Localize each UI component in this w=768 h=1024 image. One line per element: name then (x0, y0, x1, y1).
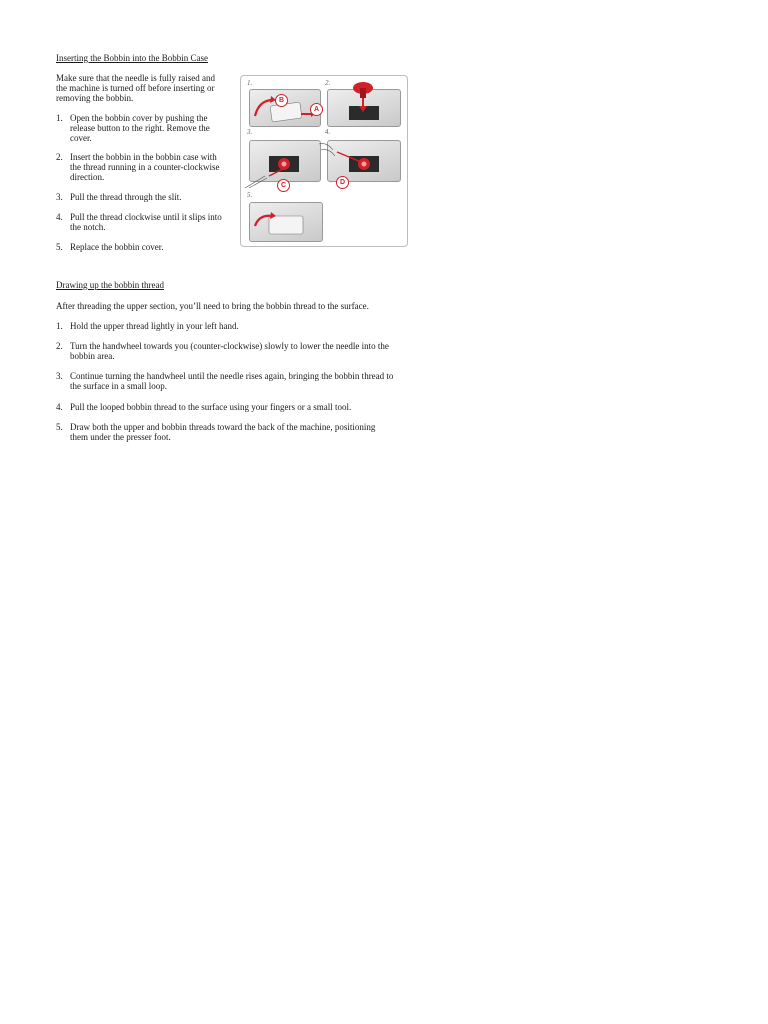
step-number: 5. (56, 422, 63, 432)
step-text (70, 212, 222, 232)
bobbin-insert-graphic (349, 82, 379, 120)
replace-cover-graphic (255, 212, 303, 234)
figure-step-label: 4. (325, 128, 331, 136)
step-line: Pull the thread clockwise until it slips into (70, 212, 222, 222)
bobbin-instruction-figure (240, 75, 408, 247)
step-line: Pull the looped bobbin thread to the surface using your fingers or a small tool. (70, 402, 352, 412)
step-number: 5. (56, 242, 63, 252)
step-line: bobbin area. (70, 351, 115, 361)
callout-d: D (336, 176, 349, 189)
callout-c: C (277, 179, 290, 192)
step-line: Open the bobbin cover by pushing the (70, 113, 208, 123)
step-line: the notch. (70, 222, 106, 232)
list-item (56, 402, 406, 412)
section-heading-inserting-bobbin: Inserting the Bobbin into the Bobbin Case (56, 53, 208, 63)
step-text (70, 152, 220, 182)
step-line: release button to the right. Remove the (70, 123, 210, 133)
intro-line: the machine is turned off before inserting or (56, 83, 215, 93)
intro-paragraph (56, 73, 236, 103)
step-line: direction. (70, 172, 105, 182)
list-item (56, 371, 406, 391)
step-number: 4. (56, 402, 63, 412)
list-item (56, 422, 406, 442)
step-number: 2. (56, 152, 63, 162)
step-number: 3. (56, 371, 63, 381)
thread-notch-graphic (319, 144, 379, 172)
figure-step-label: 3. (247, 128, 253, 136)
step-number: 4. (56, 212, 63, 222)
step-text (70, 371, 393, 391)
section2-intro: After threading the upper section, you’ll need to bring the bobbin thread to the surface. (56, 301, 369, 311)
step-number: 2. (56, 341, 63, 351)
step-text (70, 192, 182, 202)
callout-a: A (310, 103, 323, 116)
list-item (56, 212, 236, 232)
step-line: Replace the bobbin cover. (70, 242, 164, 252)
list-item (56, 321, 406, 331)
list-item (56, 341, 406, 361)
step-number: 1. (56, 113, 63, 123)
step-number: 1. (56, 321, 63, 331)
figure-step-label: 2. (325, 79, 331, 87)
step-line: the thread running in a counter-clockwise (70, 162, 220, 172)
thread-slit-graphic (245, 156, 299, 188)
step-line: Draw both the upper and bobbin threads toward the back of the machine, positioning (70, 422, 376, 432)
section-heading-drawing-up-bobbin-thread: Drawing up the bobbin thread (56, 280, 164, 290)
list-item (56, 152, 236, 182)
step-line: Insert the bobbin in the bobbin case with (70, 152, 217, 162)
step-text (70, 242, 163, 252)
callout-b: B (275, 94, 288, 107)
step-line: cover. (70, 133, 92, 143)
step-line: them under the presser foot. (70, 432, 171, 442)
step-line: Hold the upper thread lightly in your left hand. (70, 321, 239, 331)
intro-line: removing the bobbin. (56, 93, 134, 103)
step-line: Continue turning the handwheel until the needle rises again, bringing the bobbin thread to (70, 371, 394, 381)
step-line: the surface in a small loop. (70, 381, 167, 391)
step-number: 3. (56, 192, 63, 202)
step-text (70, 402, 351, 412)
step-text (70, 113, 210, 143)
step-line: Pull the thread through the slit. (70, 192, 182, 202)
figure-step-label: 1. (247, 79, 253, 87)
figure-step-label: 5. (247, 191, 253, 199)
step-text (70, 321, 239, 331)
step-line: Turn the handwheel towards you (counter-clockwise) slowly to lower the needle into the (70, 341, 389, 351)
list-item (56, 192, 236, 202)
step-text (70, 341, 389, 361)
list-item (56, 242, 236, 252)
step-text (70, 422, 375, 442)
intro-line: Make sure that the needle is fully raised and (56, 73, 215, 83)
list-item (56, 113, 236, 143)
figure-illustration (241, 76, 407, 246)
